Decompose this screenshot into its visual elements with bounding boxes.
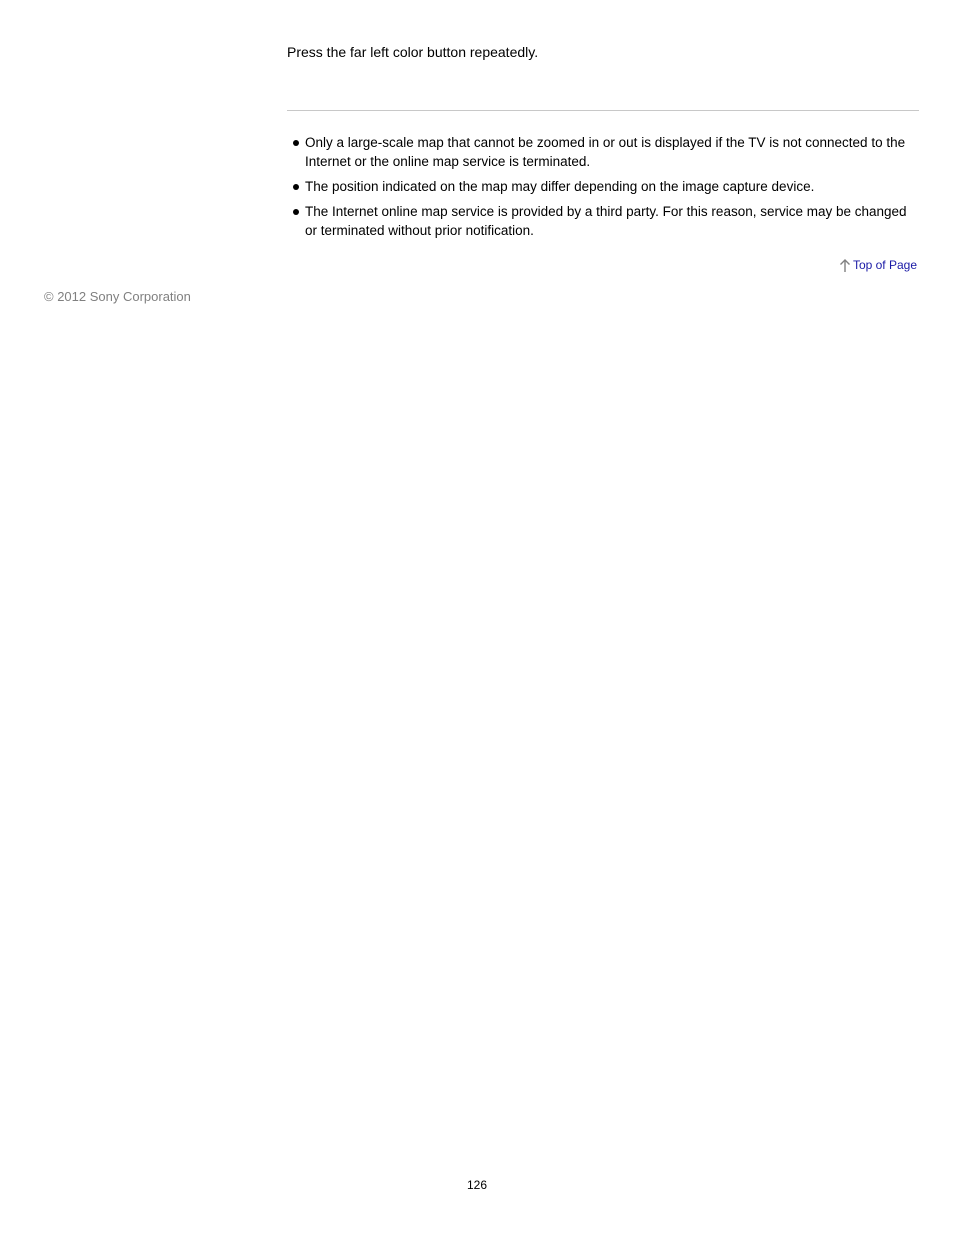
- intro-instruction: Press the far left color button repeatedly.: [287, 44, 539, 60]
- bullet-icon: [293, 140, 299, 146]
- arrow-up-icon: [839, 259, 851, 273]
- copyright-notice: © 2012 Sony Corporation: [44, 289, 191, 304]
- note-item: [287, 202, 907, 240]
- top-of-page-label: Top of Page: [852, 258, 917, 272]
- bullet-icon: [293, 184, 299, 190]
- note-text: The position indicated on the map may differ depending on the image capture device.: [305, 179, 815, 194]
- note-item: [287, 177, 907, 196]
- page-number: 126: [466, 1178, 488, 1192]
- notes-list: [287, 133, 907, 246]
- note-item: [287, 133, 907, 171]
- note-text: Only a large-scale map that cannot be zoomed in or out is displayed if the TV is not connected to the Internet or the online map service is terminated.: [305, 135, 906, 169]
- bullet-icon: [293, 209, 299, 215]
- section-divider: [287, 110, 919, 111]
- note-text: The Internet online map service is provided by a third party. For this reason, service may be changed or terminated without prior notification.: [305, 204, 907, 238]
- top-of-page-link[interactable]: [839, 257, 917, 273]
